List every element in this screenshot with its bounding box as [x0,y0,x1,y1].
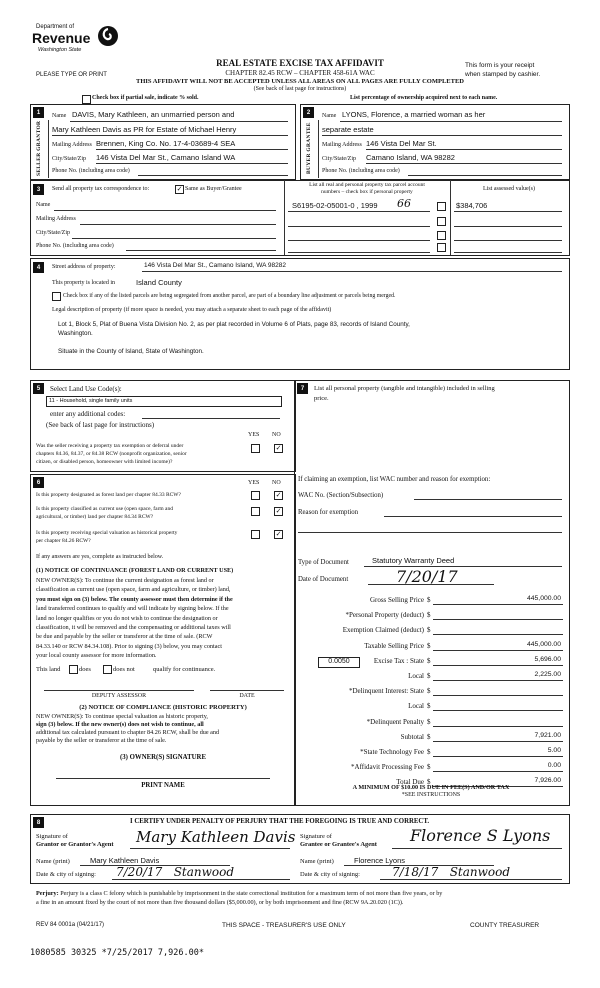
document-type-value[interactable]: Statutory Warranty Deed [372,556,455,565]
tax-row-label: Gross Selling Price [369,596,424,604]
tax-row-field[interactable] [433,665,563,666]
wac-number-label: WAC No. (Section/Subsection) [298,492,384,499]
tax-row-currency: $ [427,733,431,741]
send-phone-label: Phone No. (including area code) [36,243,114,249]
segregated-checkbox[interactable] [52,292,61,301]
grantor-name-value[interactable]: Mary Kathleen Davis [90,856,160,865]
parcel-header-1: List all real and personal property tax parcel account [309,182,425,188]
tax-row-currency: $ [427,596,431,604]
swirl-logo-icon [96,24,120,48]
deputy-date-line[interactable] [210,690,284,691]
buyer-name-line-2[interactable]: separate estate [322,125,374,134]
tax-row-value: 5,696.00 [534,656,561,663]
tax-row-currency: $ [427,778,431,786]
land-use-value: 11 - Household, single family units [49,398,133,404]
tax-row-currency: $ [427,687,431,695]
tax-row-currency: $ [427,702,431,710]
current-use-question-1: Is this property classified as current use (open space, farm and [36,506,173,512]
exemption-question-line-3: citizen, or disabled person, homeowner with limited income)? [36,459,173,465]
legal-description-line-2[interactable]: Washington. [58,330,93,337]
tax-row-field[interactable] [433,634,563,635]
personal-property-checkbox-2[interactable] [437,217,446,226]
compliance-line: NEW OWNER(S): To continue special valuation as historic property, [36,713,208,720]
land-use-label: Select Land Use Code(s): [50,385,122,393]
seller-name-line-2[interactable]: Mary Kathleen Davis as PR for Estate of Michael Henry [52,125,237,134]
tax-row-field[interactable] [433,619,563,620]
owner-signature-label: (3) OWNER(S) SIGNATURE [120,754,206,761]
buyer-name-line-1[interactable]: LYONS, Florence, a married woman as her [342,110,486,119]
does-checkbox[interactable] [69,665,78,674]
same-as-buyer-label: Same as Buyer/Grantee [185,186,242,192]
buyer-mailing-value[interactable]: 146 Vista Del Mar St. [366,139,437,148]
current-use-question-2: agricultural, or timber) land per chapter 84.34 RCW? [36,514,154,520]
grantee-signature[interactable]: Florence S Lyons [410,826,551,845]
perjury-line-2: a fine in an amount fixed by the court of not more than five thousand dollars ($5,000.00), or by both imprisonment and fine (RCW 9A.20.020 (1C)). [36,899,404,906]
tax-row-value: 0.00 [547,762,561,769]
document-date-label: Date of Document [298,576,349,583]
forest-yes-checkbox[interactable] [251,491,260,500]
tax-row-value: 2,225.00 [534,671,561,678]
continuance-line: land transferred continues to qualify and will indicate by signing below. If the [36,605,229,613]
section-7-box [294,380,570,806]
section5-no-header: NO [272,432,281,438]
continuance-line: your local county assessor for more information. [36,652,157,660]
located-in-label: This property is located in [52,280,115,286]
logo-dept-line: Department of [36,24,75,30]
tax-row-currency: $ [427,657,431,665]
reason-field[interactable] [384,516,562,517]
grantor-signature-label-2: Grantor or Grantor's Agent [36,841,114,848]
if-yes-instruction: If any answers are yes, complete as instructed below. [36,554,164,560]
does-not-label: does not [113,666,135,673]
form-title: REAL ESTATE EXCISE TAX AFFIDAVIT [216,58,384,68]
tax-row-value: 5.00 [547,747,561,754]
section-3-number: 3 [33,184,44,195]
continuance-text [36,576,290,661]
assessed-value-1[interactable]: $384,706 [456,201,488,210]
seller-mailing-value[interactable]: Brennen, King Co. No. 17-4-03689-4 SEA [96,139,236,148]
cashier-stamp: 1080585 30325 *7/25/2017 7,926.00* [30,948,204,958]
logo-revenue-text: Revenue [32,30,91,46]
personal-property-label-2: price. [314,395,329,402]
grantor-signature[interactable]: Mary Kathleen Davis [136,828,296,846]
tax-row-currency: $ [427,748,431,756]
forest-no-checkbox[interactable]: ✓ [275,491,282,499]
claim-exemption-label: If claiming an exemption, list WAC number and reason for exemption: [298,476,491,483]
tax-row-field[interactable] [433,710,563,711]
certify-statement: I CERTIFY UNDER PENALTY OF PERJURY THAT THE FOREGOING IS TRUE AND CORRECT. [130,818,430,825]
land-use-select[interactable] [46,396,282,407]
continuance-line: land no longer qualifies or you do not wish to continue the designation or [36,614,218,622]
minimum-fee-notice: A MINIMUM OF $10.00 IS DUE IN FEE(S) AND/OR TAX [352,784,510,791]
form-chapter: CHAPTER 82.45 RCW – CHAPTER 458-61A WAC [225,69,375,77]
land-use-see-back: (See back of last page for instructions) [46,421,155,429]
compliance-title: (2) NOTICE OF COMPLIANCE (HISTORIC PROPERTY) [79,704,247,711]
seller-city-label: City/State/Zip [52,156,86,162]
grantee-signature-label-1: Signature of [300,833,332,840]
continuance-line: you must sign on (3) below. The county assessor must then determine if the [36,595,233,603]
tax-row-field[interactable] [433,756,563,757]
logo-state-line: Washington State [38,47,82,53]
tax-row-value: 7,926.00 [534,777,561,784]
legal-description-line-3[interactable]: Situate in the County of Island, State of Washington. [58,348,204,355]
perjury-label: Perjury: [36,890,59,897]
continuance-line: 84.33.140 or RCW 84.34.108). Prior to signing (3) below, you may contact [36,642,222,650]
seller-name-label: Name [52,113,67,119]
tax-row-currency: $ [427,672,431,680]
section-7-number: 7 [297,383,308,394]
same-as-buyer-checkbox[interactable]: ✓ [176,185,183,193]
grantor-date-label: Date & city of signing: [36,871,96,878]
tax-row-field[interactable] [433,604,563,605]
qualify-label: qualify for continuance. [153,666,216,673]
compliance-text [36,713,290,745]
seller-phone-field[interactable] [138,175,288,176]
tax-row-label: *Personal Property (deduct) [345,611,424,619]
section-5-number: 5 [33,383,44,394]
local-rate-value: 0.0050 [328,658,350,665]
send-phone-field[interactable] [126,250,276,251]
print-name-label: PRINT NAME [141,782,185,789]
grantor-date-city[interactable]: 7/20/17 Stanwood [116,865,235,879]
continuance-title: (1) NOTICE OF CONTINUANCE (FOREST LAND OR CURRENT USE) [36,567,234,574]
buyer-phone-label: Phone No. (including area code) [322,168,400,174]
send-city-field[interactable] [72,238,276,239]
tax-row-field[interactable] [433,726,563,727]
current-use-yes-checkbox[interactable] [251,507,260,516]
tax-row-label: Exemption Claimed (deduct) [342,626,424,634]
compliance-line: additional tax calculated pursuant to chapter 84.26 RCW, shall be due and [36,729,220,736]
tax-row-label: Subtotal [400,733,424,741]
assessed-header: List assessed value(s) [483,186,535,192]
section5-yes-header: YES [248,432,260,438]
parcel-number-1[interactable]: S6195-02-05001-0 , 1999 [292,201,378,210]
forest-land-question: Is this property designated as forest land per chapter 84.33 RCW? [36,492,181,498]
document-date-value[interactable]: 7/20/17 [396,567,458,586]
grantee-signature-label-2: Grantee or Grantee's Agent [300,841,377,848]
partial-sale-label: Check box if partial sale, indicate % sold. [92,95,199,101]
buyer-city-value[interactable]: Camano Island, WA 98282 [366,153,455,162]
personal-property-label-1: List all personal property (tangible and intangible) included in selling [314,385,495,392]
seller-name-line-1[interactable]: DAVIS, Mary Kathleen, an unmarried person and [72,110,235,119]
additional-codes-label: enter any additional codes: [50,410,126,418]
treasurer-space-label: THIS SPACE - TREASURER'S USE ONLY [222,922,346,929]
current-use-no-checkbox[interactable]: ✓ [275,507,282,515]
perjury-line-1: Perjury is a class C felony which is punishable by imprisonment in the state correctional institution for a maximum term of not more than five years, or by [60,890,443,897]
exemption-yes-checkbox[interactable] [251,444,260,453]
does-label: does [79,666,91,673]
grantor-name-label: Name (print) [36,858,70,865]
located-in-value[interactable]: Island County [136,278,182,287]
send-correspondence-label: Send all property tax correspondence to: [52,186,150,192]
tax-row-field[interactable] [433,741,563,742]
legal-description-line-1[interactable]: Lot 1, Block 5, Plat of Buena Vista Division No. 2, as per plat recorded in Volume 6 of Plats, page 83, records of Island County, [58,321,410,328]
owner-signature-line[interactable] [56,778,270,779]
seller-city-value[interactable]: 146 Vista Del Mar St., Camano Island WA [96,153,236,162]
ownership-label: List percentage of ownership acquired next to each name. [350,95,498,101]
tax-row-label: Taxable Selling Price [364,642,424,650]
tax-row-field[interactable] [433,680,563,681]
revision-code: REV 84 0001a (04/21/17) [36,922,105,928]
exemption-question-line-2: chapters 84.36, 84.37, or 84.38 RCW (nonprofit organization, senior [36,451,187,457]
document-type-label: Type of Document [298,559,349,566]
historic-question-1: Is this property receiving special valuation as historical property [36,530,178,536]
tax-row-label: *Affidavit Processing Fee [351,763,424,771]
historic-no-checkbox[interactable]: ✓ [275,530,282,538]
please-type-text: PLEASE TYPE OR PRINT [36,72,107,78]
historic-yes-checkbox[interactable] [251,530,260,539]
segregated-label: Check box if any of the listed parcels are being segregated from another parcel, are part of a boundary line adjustment or parcels being merged. [63,293,396,299]
wac-number-field[interactable] [414,499,562,500]
send-city-label: City/State/Zip [36,230,70,236]
continuance-line: NEW OWNER(S): To continue the current designation as forest land or [36,577,214,584]
personal-property-checkbox-3[interactable] [437,231,446,240]
tax-row-label: *Delinquent Penalty [366,718,424,726]
tax-row-label: Local [408,702,424,710]
tax-row-field[interactable] [433,771,563,772]
exemption-question-line-1: Was the seller receiving a property tax exemption or deferral under [36,443,184,449]
buyer-city-label: City/State/Zip [322,156,356,162]
buyer-side-label: BUYER GRANTEE [306,122,312,174]
tax-row-currency: $ [427,763,431,771]
section-8-number: 8 [33,817,44,828]
parcel-handwritten: 66 [397,197,411,210]
see-instructions-note: *SEE INSTRUCTIONS [401,792,461,798]
seller-phone-label: Phone No. (including area code) [52,168,130,174]
buyer-name-label: Name [322,113,337,119]
parcel-header-2: numbers – check box if personal property [321,189,413,195]
grantee-name-label: Name (print) [300,858,334,865]
tax-row-currency: $ [427,642,431,650]
seller-side-label: SELLER GRANTOR [36,120,42,176]
deputy-date-label: DATE [239,693,255,699]
send-mailing-label: Mailing Address [36,216,76,222]
section-1-number: 1 [33,107,44,118]
grantee-name-value[interactable]: Florence Lyons [354,856,405,865]
additional-codes-field[interactable] [142,418,280,419]
tax-row-label: Local [408,672,424,680]
personal-property-checkbox-1[interactable] [437,202,446,211]
partial-sale-checkbox[interactable] [82,95,91,104]
grantor-signature-label-1: Signature of [36,833,68,840]
section6-yes-header: YES [248,480,260,486]
section-6-number: 6 [33,477,44,488]
street-address-label: Street address of property: [52,264,116,270]
tax-row-field[interactable] [433,695,563,696]
tax-row-field[interactable] [433,650,563,651]
does-not-checkbox[interactable] [103,665,112,674]
reason-label: Reason for exemption [298,509,359,516]
this-land-label: This land [36,666,61,673]
tax-row-label: Excise Tax : State [373,657,424,665]
county-treasurer-label: COUNTY TREASURER [470,922,540,929]
tax-row-label: *Delinquent Interest: State [348,687,424,695]
buyer-mailing-label: Mailing Address [322,142,362,148]
compliance-line: sign (3) below. If the new owner(s) does not wish to continue, all [36,721,204,728]
form-notice: THIS AFFIDAVIT WILL NOT BE ACCEPTED UNLESS ALL AREAS ON ALL PAGES ARE FULLY COMPLETED [136,78,464,85]
grantee-date-label: Date & city of signing: [300,871,360,878]
send-name-label: Name [36,202,51,208]
historic-question-2: per chapter 84.26 RCW? [36,538,91,544]
buyer-phone-field[interactable] [408,175,562,176]
receipt-line-1: This form is your receipt [465,62,535,69]
perjury-text [36,889,566,907]
tax-row-currency: $ [427,718,431,726]
grantee-date-city[interactable]: 7/18/17 Stanwood [392,865,511,879]
revenue-logo [28,22,128,62]
tax-row-label: Total Due [396,778,424,786]
send-name-field[interactable] [54,210,276,211]
legal-description-label: Legal description of property (if more space is needed, you may attach a separate sheet to each page of the affidavit) [52,307,332,313]
tax-row-value: 7,921.00 [534,732,561,739]
street-address-value[interactable]: 146 Vista Del Mar St., Camano Island, WA 98282 [144,262,286,269]
continuance-line: classification as current use (open space, farm and agriculture, or timber) land, [36,586,231,594]
deputy-assessor-label: DEPUTY ASSESSOR [91,693,147,699]
tax-row-value: 445,000.00 [526,641,561,648]
local-rate-box[interactable] [318,657,360,668]
receipt-line-2: when stamped by cashier. [465,71,541,78]
tax-row-label: *State Technology Fee [360,748,424,756]
section6-no-header: NO [272,480,281,486]
tax-row-currency: $ [427,611,431,619]
seller-mailing-label: Mailing Address [52,142,92,148]
tax-row-currency: $ [427,626,431,634]
continuance-line: be due and payable by the seller or transferor at the time of sale. (RCW [36,633,213,641]
form-see-back: (See back of last page for instructions) [253,86,347,92]
exemption-no-checkbox[interactable]: ✓ [275,444,282,452]
personal-property-checkbox-4[interactable] [437,243,446,252]
tax-row-value: 445,000.00 [526,595,561,602]
section-2-number: 2 [303,107,314,118]
compliance-line: payable by the seller or transferor at the time of sale. [36,737,167,744]
deputy-assessor-line[interactable] [44,690,194,691]
send-mailing-field[interactable] [80,224,276,225]
section-4-number: 4 [33,262,44,273]
continuance-line: classification, it will be removed and the compensating or additional taxes will [36,624,231,632]
